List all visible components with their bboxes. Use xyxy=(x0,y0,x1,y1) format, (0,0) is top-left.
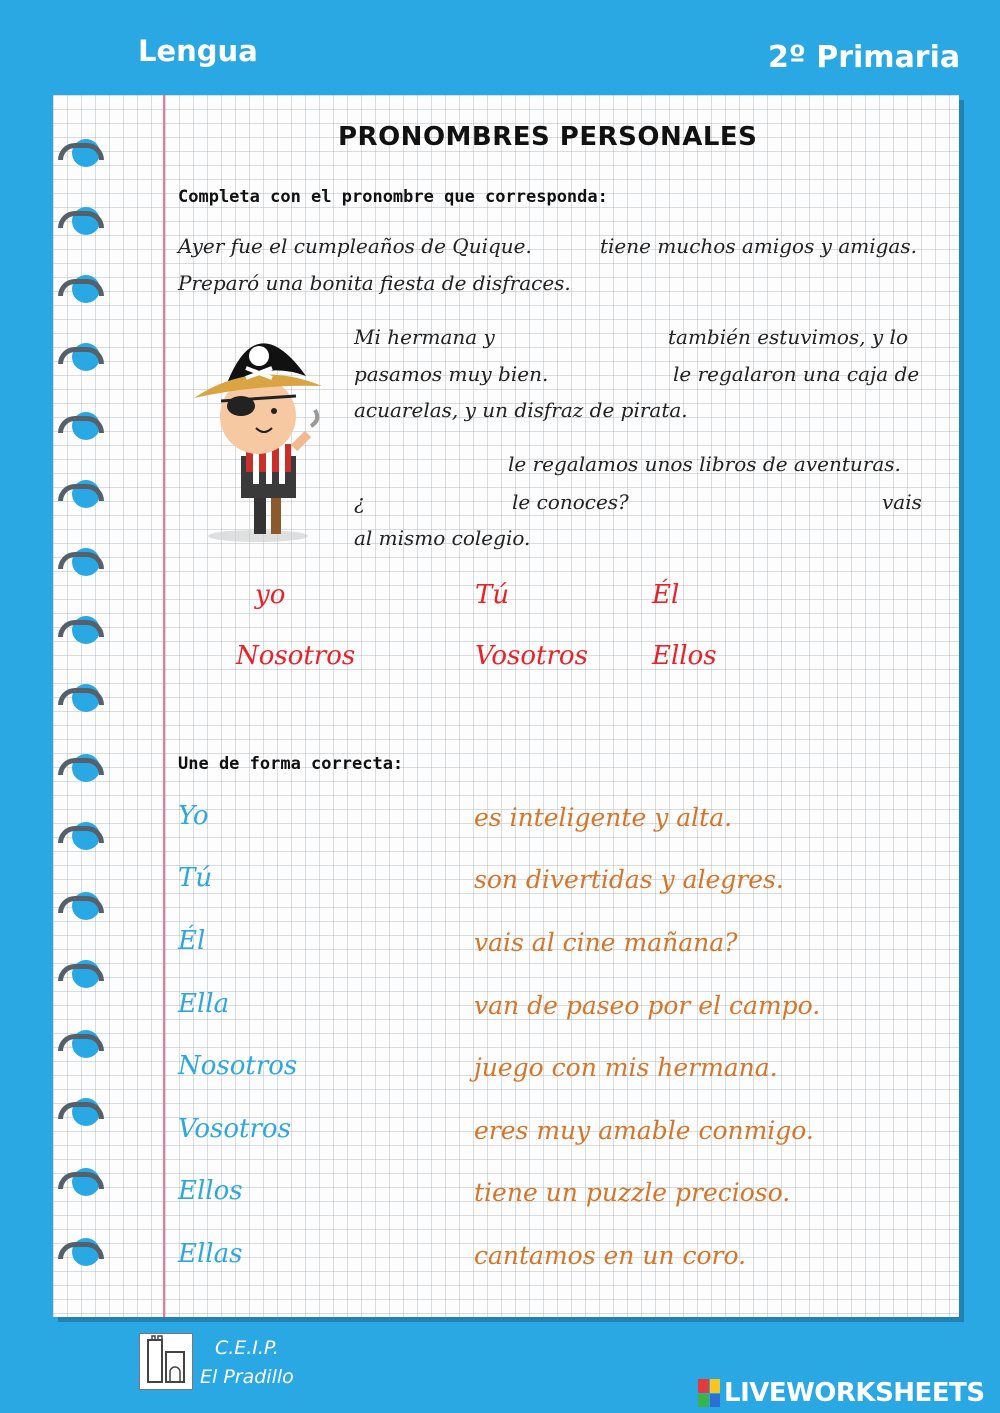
story-line-7b: le conoces? xyxy=(512,490,629,514)
binder-ring xyxy=(58,1028,106,1058)
story-line-4b: le regalaron una caja de xyxy=(673,362,920,386)
subject-header: Lengua xyxy=(138,34,258,68)
binder-ring xyxy=(58,682,106,712)
binder-ring xyxy=(58,205,106,235)
option-tu[interactable]: Tú xyxy=(475,580,510,610)
match-left-ella[interactable]: Ella xyxy=(178,989,230,1019)
match-left-yo[interactable]: Yo xyxy=(178,801,209,831)
grade-header: 2º Primaria xyxy=(768,40,961,75)
story-line-3a: Mi hermana y xyxy=(354,325,495,349)
binder-ring xyxy=(58,478,106,508)
story-line-4a: pasamos muy bien. xyxy=(354,362,549,386)
option-ellos[interactable]: Ellos xyxy=(652,641,717,671)
story-line-8: al mismo colegio. xyxy=(354,526,531,550)
story-line-1a: Ayer fue el cumpleaños de Quique. xyxy=(178,234,532,258)
pirate-illustration xyxy=(186,316,331,544)
binder-ring xyxy=(58,752,106,782)
option-vosotros[interactable]: Vosotros xyxy=(475,641,588,671)
story-line-3b: también estuvimos, y lo xyxy=(668,325,908,349)
match-right-6[interactable]: eres muy amable conmigo. xyxy=(474,1116,814,1145)
match-right-2[interactable]: son divertidas y alegres. xyxy=(474,865,784,894)
binder-ring xyxy=(58,410,106,440)
page-title: PRONOMBRES PERSONALES xyxy=(338,122,758,152)
binder-ring xyxy=(58,1096,106,1126)
brand-text: LIVEWORKSHEETS xyxy=(724,1378,985,1408)
story-line-6: le regalamos unos libros de aventuras. xyxy=(508,452,901,476)
option-nosotros[interactable]: Nosotros xyxy=(236,641,356,671)
match-right-4[interactable]: van de paseo por el campo. xyxy=(474,991,821,1020)
binder-ring xyxy=(58,1166,106,1196)
option-el[interactable]: Él xyxy=(652,580,680,610)
match-right-7[interactable]: tiene un puzzle precioso. xyxy=(474,1178,791,1207)
liveworksheets-brand[interactable] xyxy=(698,1378,985,1408)
story-line-5: acuarelas, y un disfraz de pirata. xyxy=(354,398,688,422)
school-line-1: C.E.I.P. xyxy=(214,1337,279,1359)
brand-icon xyxy=(698,1379,720,1407)
binder-ring xyxy=(58,137,106,167)
match-right-8[interactable]: cantamos en un coro. xyxy=(474,1241,747,1270)
margin-line xyxy=(163,95,165,1317)
match-left-ellos[interactable]: Ellos xyxy=(178,1176,243,1206)
binder-ring xyxy=(58,614,106,644)
match-left-el[interactable]: Él xyxy=(178,926,206,956)
match-right-5[interactable]: juego con mis hermana. xyxy=(474,1053,778,1082)
story-line-1b: tiene muchos amigos y amigas. xyxy=(600,234,917,258)
story-line-7a: ¿ xyxy=(354,490,365,514)
instruction-match: Une de forma correcta: xyxy=(178,754,404,774)
binder-ring xyxy=(58,958,106,988)
binder-ring xyxy=(58,341,106,371)
match-right-1[interactable]: es inteligente y alta. xyxy=(474,803,733,832)
binder-ring xyxy=(58,546,106,576)
binder-ring xyxy=(58,820,106,850)
school-name xyxy=(200,1334,294,1392)
story-line-7c: vais xyxy=(882,490,922,514)
school-logo xyxy=(139,1333,193,1390)
option-yo[interactable]: yo xyxy=(255,580,286,610)
binder-ring xyxy=(58,273,106,303)
match-right-3[interactable]: vais al cine mañana? xyxy=(474,928,738,957)
binder-ring xyxy=(58,890,106,920)
instruction-complete: Completa con el pronombre que corresponda: xyxy=(178,187,608,207)
match-left-tu[interactable]: Tú xyxy=(178,863,213,893)
match-left-nosotros[interactable]: Nosotros xyxy=(178,1051,298,1081)
school-line-2: El Pradillo xyxy=(200,1366,294,1388)
match-left-ellas[interactable]: Ellas xyxy=(178,1239,243,1269)
binder-ring xyxy=(58,1236,106,1266)
story-line-2: Preparó una bonita fiesta de disfraces. xyxy=(178,271,571,295)
match-left-vosotros[interactable]: Vosotros xyxy=(178,1114,291,1144)
